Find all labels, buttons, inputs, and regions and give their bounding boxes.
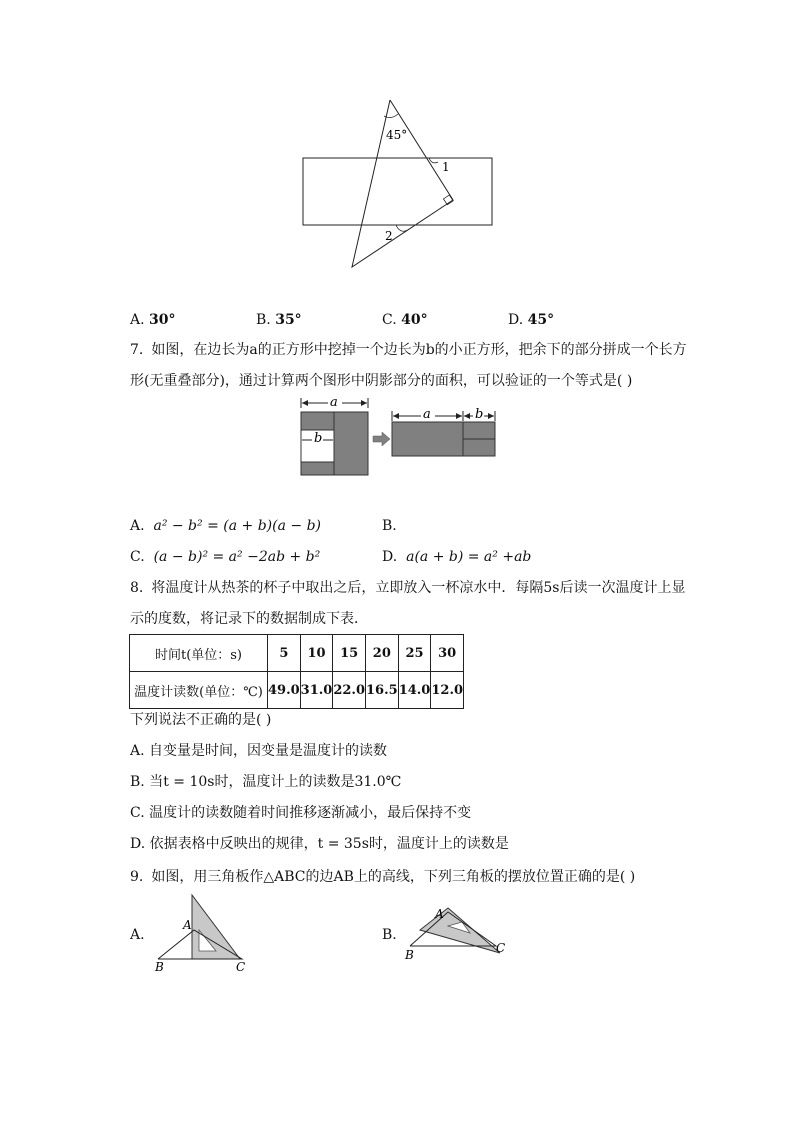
vertex-label-b: B	[405, 948, 414, 962]
angle-1-arc	[429, 158, 438, 163]
option-text: 当t = 10s时，温度计上的读数是31.0℃	[149, 774, 402, 790]
label-b-right: b	[475, 407, 484, 422]
q8-option-c	[130, 803, 471, 823]
q9-line-1	[130, 867, 635, 887]
question-text: 如图，在边长为a的正方形中挖掉一个边长为b的小正方形，把余下的部分拼成一个长方	[151, 342, 687, 358]
table-cell: 49.0	[268, 672, 301, 709]
result-rect-a	[392, 422, 463, 456]
option-text: 温度计的读数随着时间推移逐渐减小，最后保持不变	[149, 805, 472, 821]
q8-option-a	[130, 741, 387, 761]
label-a-right: a	[423, 407, 431, 422]
option-letter: C.	[382, 312, 397, 328]
option-text: a² − b² = (a + b)(a − b)	[153, 518, 321, 534]
q9-option-a-letter: A.	[130, 927, 145, 943]
arrow-head	[456, 413, 462, 419]
option-letter: D.	[130, 836, 146, 852]
option-letter: D.	[382, 549, 398, 565]
angle-2-label: 2	[385, 229, 393, 243]
question-text: 如图，用三角板作△ABC的边AB上的高线，下列三角板的摆放位置正确的是( )	[151, 869, 636, 885]
angle-2-arc	[396, 225, 408, 231]
table-cell: 5	[268, 635, 301, 672]
table-cell: 22.0	[333, 672, 366, 709]
table-cell: 31.0	[300, 672, 333, 709]
option-letter: B.	[382, 518, 397, 534]
q7-option-a	[130, 516, 321, 536]
option-letter: B.	[256, 312, 271, 328]
option-text: 45°	[527, 312, 555, 328]
q8-option-d	[130, 834, 509, 854]
vertex-label-c: C	[496, 941, 506, 955]
option-text: 依据表格中反映出的规律，t = 35s时，温度计上的读数是	[149, 836, 509, 852]
table-header-temp: 温度计读数(单位：℃)	[130, 672, 268, 709]
option-letter: A.	[130, 312, 145, 328]
table-cell: 10	[300, 635, 333, 672]
option-letter: C.	[130, 549, 145, 565]
table-cell: 16.5	[366, 672, 399, 709]
table-cell: 25	[398, 635, 431, 672]
table-cell: 20	[366, 635, 399, 672]
q9-option-b-letter: B.	[382, 927, 397, 943]
table-cell: 30	[431, 635, 464, 672]
q6-option-c	[382, 310, 428, 330]
q8-line-1	[130, 578, 685, 598]
angle-1-label: 1	[442, 160, 450, 174]
question-number: 7.	[130, 342, 144, 358]
q6-option-a	[130, 310, 176, 330]
vertex-label-a: A	[183, 918, 192, 932]
option-text: 40°	[401, 312, 428, 328]
q8-data-table	[129, 634, 464, 709]
q8-line-2	[130, 609, 368, 629]
q6-figure	[290, 92, 505, 277]
arrow-head	[393, 413, 399, 419]
table-header-time: 时间t(单位：s)	[130, 635, 268, 672]
option-text: 35°	[275, 312, 302, 328]
question-text: 将温度计从热茶的杯子中取出之后，立即放入一杯凉水中．每隔5s后读一次温度计上显	[151, 580, 686, 596]
q7-figure	[296, 394, 501, 480]
vertex-label-c: C	[236, 960, 246, 974]
arrow-head	[464, 413, 470, 419]
question-text: 示的度数，将记录下的数据制成下表．	[130, 611, 368, 627]
vertex-label-b: B	[155, 960, 164, 974]
rectangle	[303, 158, 492, 225]
label-b-left: b	[314, 431, 323, 446]
option-text: 30°	[149, 312, 176, 328]
angle-top-label: 45°	[386, 128, 408, 142]
result-rect-b-top	[463, 422, 495, 439]
table-cell: 14.0	[398, 672, 431, 709]
result-rect-b-bottom	[463, 439, 495, 456]
table-row	[130, 672, 464, 709]
q7-option-d	[382, 547, 531, 567]
q7-option-b	[382, 516, 397, 536]
arrow-right	[361, 400, 367, 406]
q7-line-1	[130, 340, 687, 360]
arrow-left	[302, 400, 308, 406]
option-text: a(a + b) = a² +ab	[406, 549, 532, 565]
q7-option-c	[130, 547, 320, 567]
option-text: 自变量是时间，因变量是温度计的读数	[149, 743, 388, 759]
question-number: 9.	[130, 869, 144, 885]
vertex-label-a: A	[435, 907, 444, 921]
question-number: 8.	[130, 580, 144, 596]
arrow-head	[488, 413, 494, 419]
q9-option-a-figure	[150, 892, 255, 977]
option-letter: A.	[130, 518, 145, 534]
triangle	[352, 100, 453, 267]
transform-arrow	[373, 432, 390, 446]
table-cell: 15	[333, 635, 366, 672]
q6-option-b	[256, 310, 302, 330]
option-text: (a − b)² = a² −2ab + b²	[153, 549, 321, 565]
q6-option-d	[508, 310, 554, 330]
label-a-left: a	[330, 395, 338, 410]
option-letter: A.	[130, 743, 145, 759]
table-row	[130, 635, 464, 672]
q9-option-b-figure	[400, 900, 515, 965]
question-text: 下列说法不正确的是( )	[130, 712, 272, 728]
question-text: 形(无重叠部分)，通过计算两个图形中阴影部分的面积，可以验证的一个等式是( )	[130, 373, 633, 389]
option-letter: B.	[130, 774, 145, 790]
table-cell: 12.0	[431, 672, 464, 709]
option-letter: D.	[508, 312, 524, 328]
q8-prompt	[130, 710, 271, 730]
q8-option-b	[130, 772, 401, 792]
option-letter: C.	[130, 805, 145, 821]
q7-line-2	[130, 371, 632, 391]
